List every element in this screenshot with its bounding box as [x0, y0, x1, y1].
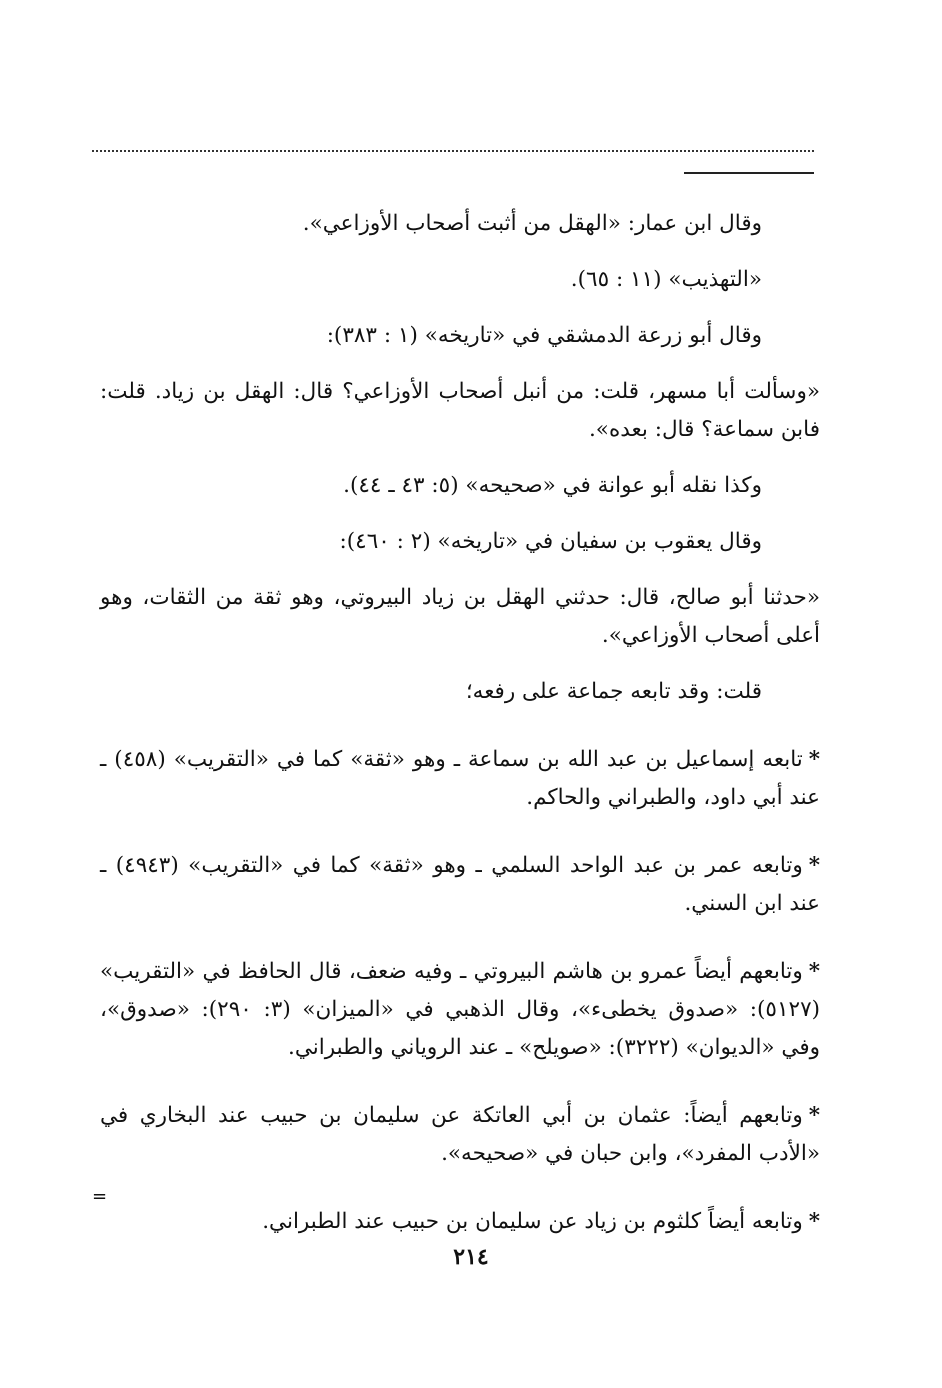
- bullet-star-icon: *: [808, 1209, 820, 1234]
- bullet-paragraph-1: *تابعه إسماعيل بن عبد الله بن سماعة ـ وهو «ثقة» كما في «التقريب» (٤٥٨) ـ عند أبي داود، والطبراني والحاكم.: [100, 741, 820, 817]
- bullet-star-icon: *: [808, 959, 820, 984]
- bullet-paragraph-2: *وتابعه عمر بن عبد الواحد السلمي ـ وهو «ثقة» كما في «التقريب» (٤٩٤٣) ـ عند ابن السني.: [100, 847, 820, 923]
- bullet-paragraph-4: *وتابعهم أيضاً: عثمان بن أبي العاتكة عن سليمان بن حبيب عند البخاري في «الأدب المفرد»، وابن حبان في «صحيحه».: [100, 1097, 820, 1173]
- paragraph-2: «التهذيب» (١١ : ٦٥).: [570, 267, 762, 292]
- bullet-star-icon: *: [808, 747, 820, 772]
- bullet-star-icon: *: [808, 1103, 820, 1128]
- page-number: ٢١٤: [453, 1244, 489, 1270]
- paragraph-7: «حدثنا أبو صالح، قال: حدثني الهقل بن زياد البيروتي، وهو ثقة من الثقات، وهو أعلى أصحاب الأوزاعي».: [100, 585, 820, 648]
- paragraph-3: وقال أبو زرعة الدمشقي في «تاريخه» (١ : ٣٨٣):: [326, 323, 762, 348]
- bullet-paragraph-5: *وتابعه أيضاً كلثوم بن زياد عن سليمان بن حبيب عند الطبراني.: [100, 1203, 820, 1241]
- paragraph-6: وقال يعقوب بن سفيان في «تاريخه» (٢ : ٤٦٠):: [339, 529, 762, 554]
- paragraph-8: قلت: وقد تابعه جماعة على رفعه؛: [465, 679, 762, 704]
- footnote-rule: [684, 172, 814, 174]
- dotted-separator: [92, 138, 814, 152]
- paragraph-5: وكذا نقله أبو عوانة في «صحيحه» (٥: ٤٣ ـ ٤٤).: [343, 473, 762, 498]
- bullet-star-icon: *: [808, 853, 820, 878]
- paragraph-4: «وسألت أبا مسهر، قلت: من أنبل أصحاب الأوزاعي؟ قال: الهقل بن زياد. قلت: فابن سماعة؟ قال: بعده».: [100, 379, 820, 442]
- page-body: [100, 205, 820, 1261]
- paragraph-1: وقال ابن عمار: «الهقل من أثبت أصحاب الأوزاعي».: [302, 211, 762, 236]
- bullet-paragraph-3: *وتابعهم أيضاً عمرو بن هاشم البيروتي ـ وفيه ضعف، قال الحافظ في «التقريب» (٥١٢٧): «صدوق يخطىء»، وقال الذهبي في «الميزان» (٣: ٢٩٠): «صدوق»، وفي «الديوان» (٣٢٢٢): «صويلح» ـ عند الروياني والطبراني.: [100, 953, 820, 1067]
- continuation-mark: =: [92, 1186, 108, 1207]
